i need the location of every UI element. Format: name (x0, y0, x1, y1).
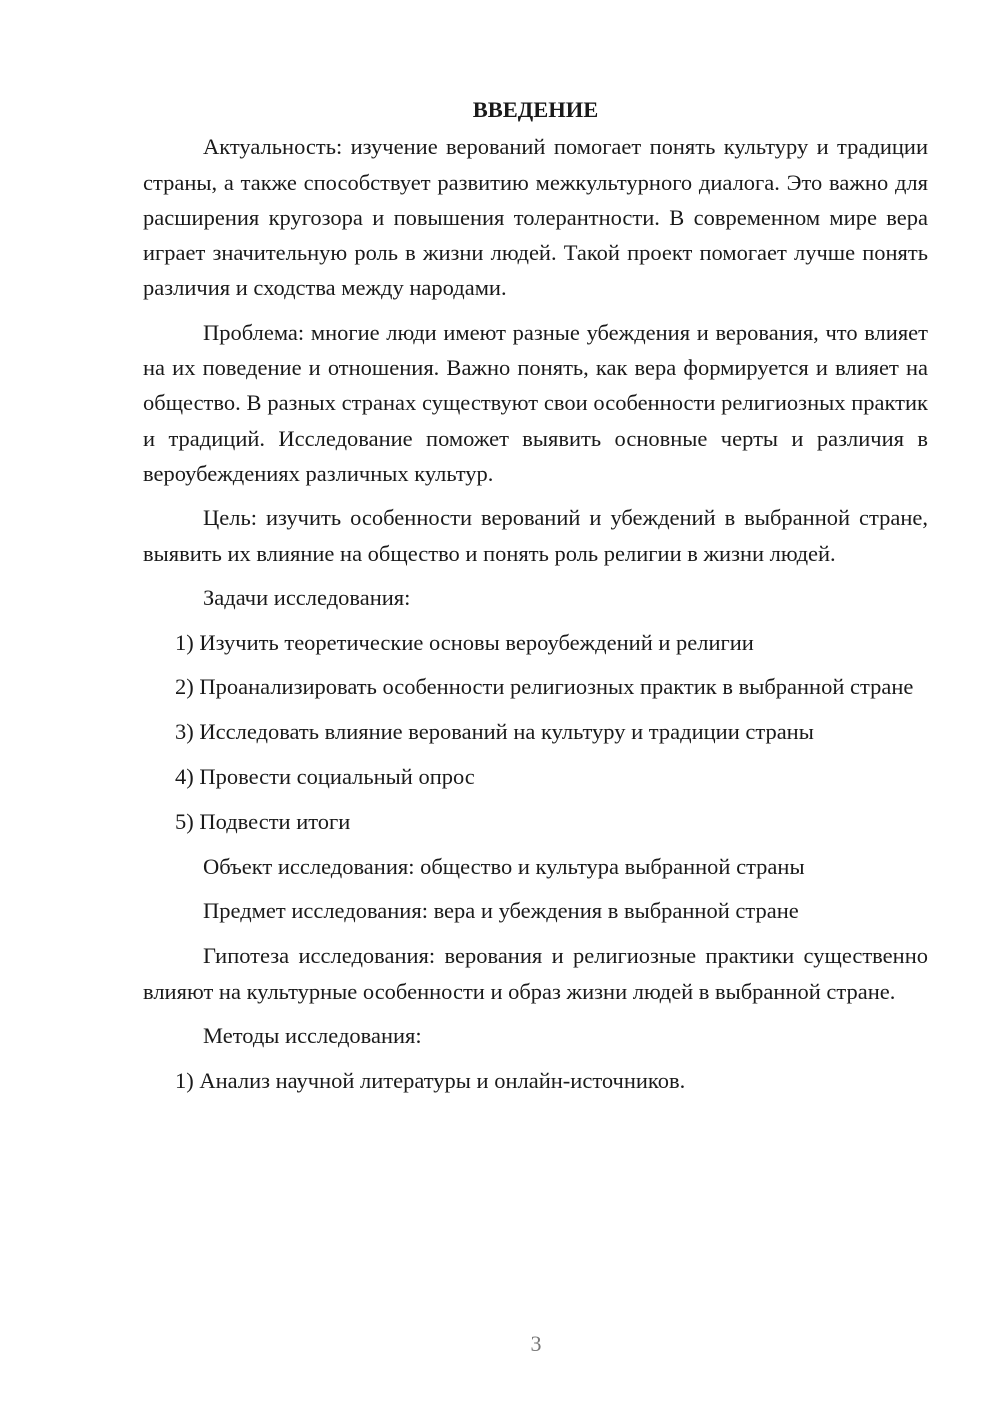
goal-paragraph: Цель: изучить особенности верований и убеждений в выбранной стране, выявить их влияние на общество и понять роль религии в жизни людей. (143, 505, 928, 566)
task-item: 2) Проанализировать особенности религиозных практик в выбранной стране (175, 674, 914, 700)
page-number: 3 (530, 1331, 542, 1356)
problem-paragraph: Проблема: многие люди имеют разные убеждения и верования, что влияет на их поведение и отношения. Важно понять, как вера формируется и влияет на общество. В разных странах существуют свои особенности религиозных практик и традиций. Исследование поможет выявить основные черты и различия в вероубеждениях различных культур. (143, 319, 928, 486)
tasks-heading: Задачи исследования: (203, 584, 411, 610)
task-item: 1) Изучить теоретические основы вероубеждений и религии (175, 629, 754, 655)
document-page (143, 92, 928, 1107)
task-item: 3) Исследовать влияние верований на культуру и традиции страны (175, 719, 814, 745)
subject-line: Предмет исследования: вера и убеждения в выбранной стране (203, 898, 799, 924)
object-line: Объект исследования: общество и культура выбранной страны (203, 853, 805, 879)
methods-heading: Методы исследования: (203, 1022, 422, 1048)
task-item: 4) Провести социальный опрос (175, 764, 475, 790)
method-item: 1) Анализ научной литературы и онлайн-источников. (175, 1067, 686, 1093)
section-title: ВВЕДЕНИЕ (472, 97, 599, 122)
relevance-paragraph: Актуальность: изучение верований помогает понять культуру и традиции страны, а также способствует развитию межкультурного диалога. Это важно для расширения кругозора и повышения толерантности. В современном мире вера играет значительную роль в жизни людей. Такой проект помогает лучше понять различия и сходства между народами. (143, 134, 928, 301)
hypothesis-paragraph: Гипотеза исследования: верования и религиозные практики существенно влияют на культурные особенности и образ жизни людей в выбранной стране. (143, 943, 928, 1004)
task-item: 5) Подвести итоги (175, 808, 351, 834)
